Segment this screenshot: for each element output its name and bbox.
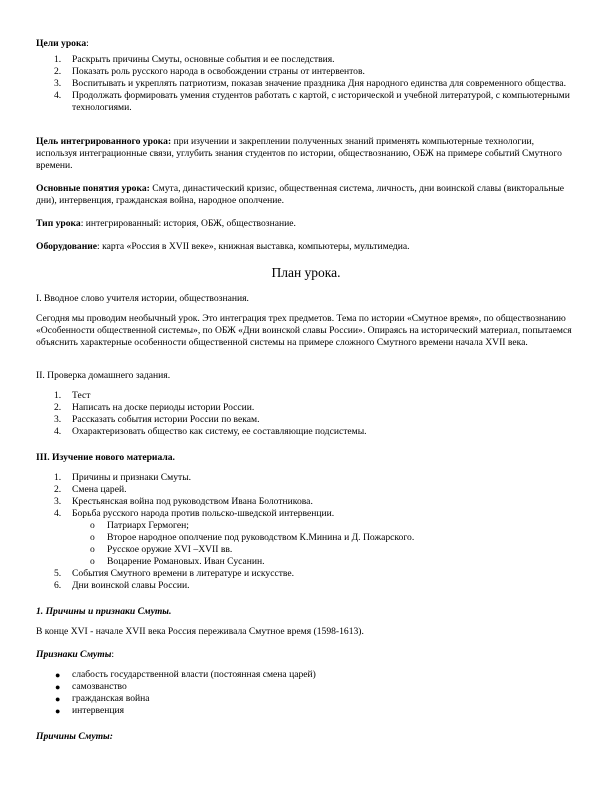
section1-text: Сегодня мы проводим необычный урок. Это интеграция трех предметов. Тема по истории «Смутное время», по обществознанию «Особенности общественной системы», по ОБЖ «Дни воинской славы России». Опираясь на исторический материал, попытаемся объяснить характерные особенности общественной системы на примере сложного Смутного времени начала XVII века. <box>36 313 572 348</box>
basic-concepts: Основные понятия урока: Смута, династический кризис, общественная система, личность, дни воинской славы (викторальные дни), интервенция, гражданская война, народное ополчение. <box>36 183 565 206</box>
list-item: 2. Написать на доске периоды истории России. <box>54 402 255 413</box>
new-material-list <box>36 472 576 520</box>
list-item: 6. Дни воинской славы России. <box>54 580 190 591</box>
sub-list-item: o Воцарение Романовых. Иван Сусанин. <box>90 556 265 567</box>
document-page <box>36 38 576 751</box>
circle-bullet-icon: o <box>90 544 95 555</box>
goal-item: 2. Показать роль русского народа в освобождении страны от интервентов. <box>54 66 365 77</box>
goals-title: Цели урока <box>36 38 87 49</box>
lesson-type: Тип урока: интегрированный: история, ОБЖ, обществознание. <box>36 218 296 229</box>
goal-item: 1. Раскрыть причины Смуты, основные события и ее последствия. <box>54 54 335 65</box>
sub-list-item: o Второе народное ополчение под руководством К.Минина и Д. Пожарского. <box>90 532 415 543</box>
equipment: Оборудование: карта «Россия в XVII веке», книжная выставка, компьютеры, мультимедиа. <box>36 241 410 252</box>
list-item: ● самозванство <box>55 681 127 692</box>
goals-list <box>36 54 576 114</box>
goal-item: 4. Продолжать формировать умения студентов работать с картой, с исторической и учебной литературой, с компьютерными технологиями. <box>54 90 570 113</box>
homework-list <box>36 390 576 438</box>
circle-bullet-icon: o <box>90 532 95 543</box>
sub-list <box>36 520 576 568</box>
circle-bullet-icon: o <box>90 556 95 567</box>
list-item: 5. События Смутного времени в литературе и искусстве. <box>54 568 295 579</box>
list-item: 1. Тест <box>54 390 91 401</box>
list-item: 4. Борьба русского народа против польско-шведской интервенции. <box>54 508 335 519</box>
list-item: 4. Охарактеризовать общество как систему, ее составляющие подсистемы. <box>54 426 367 437</box>
list-item: 3. Крестьянская война под руководством Ивана Болотникова. <box>54 496 313 507</box>
new-material-list-continued <box>36 568 576 592</box>
list-item: 3. Рассказать события истории России по векам. <box>54 414 260 425</box>
bullet-icon: ● <box>55 670 61 680</box>
signs-heading: Признаки Смуты: <box>36 649 115 660</box>
signs-list <box>36 669 576 717</box>
integrated-goal: Цель интегрированного урока: при изучении и закреплении полученных знаний применять компьютерные технологии, используя интеграционные связи, углубить знания студентов по истории, обществознанию, ОБЖ на примере событий Смутного времени. <box>36 136 562 171</box>
list-item: 2. Смена царей. <box>54 484 127 495</box>
list-item: ● гражданская война <box>55 693 150 704</box>
section3-title: III. Изучение нового материала. <box>36 452 175 463</box>
causes-heading: Причины Смуты: <box>36 731 113 742</box>
bullet-icon: ● <box>55 694 61 704</box>
goal-item: 3. Воспитывать и укреплять патриотизм, показав значение праздника Дня народного единства для современного общества. <box>54 78 567 89</box>
plan-title: План урока. <box>271 265 341 280</box>
section2-title: II. Проверка домашнего задания. <box>36 370 171 381</box>
part1-text: В конце XVI - начале XVII века Россия переживала Смутное время (1598-1613). <box>36 626 364 637</box>
section1-title: I. Вводное слово учителя истории, обществознания. <box>36 293 249 304</box>
sub-list-item: o Русское оружие XVI –XVII вв. <box>90 544 233 555</box>
bullet-icon: ● <box>55 706 61 716</box>
list-item: ● слабость государственной власти (постоянная смена царей) <box>55 669 316 680</box>
part1-heading: 1. Причины и признаки Смуты. <box>36 606 172 617</box>
circle-bullet-icon: o <box>90 520 95 531</box>
goals-heading: Цели урока: <box>36 38 89 49</box>
list-item: ● интервенция <box>55 705 125 716</box>
list-item: 1. Причины и признаки Смуты. <box>54 472 192 483</box>
sub-list-item: o Патриарх Гермоген; <box>90 520 189 531</box>
bullet-icon: ● <box>55 682 61 692</box>
